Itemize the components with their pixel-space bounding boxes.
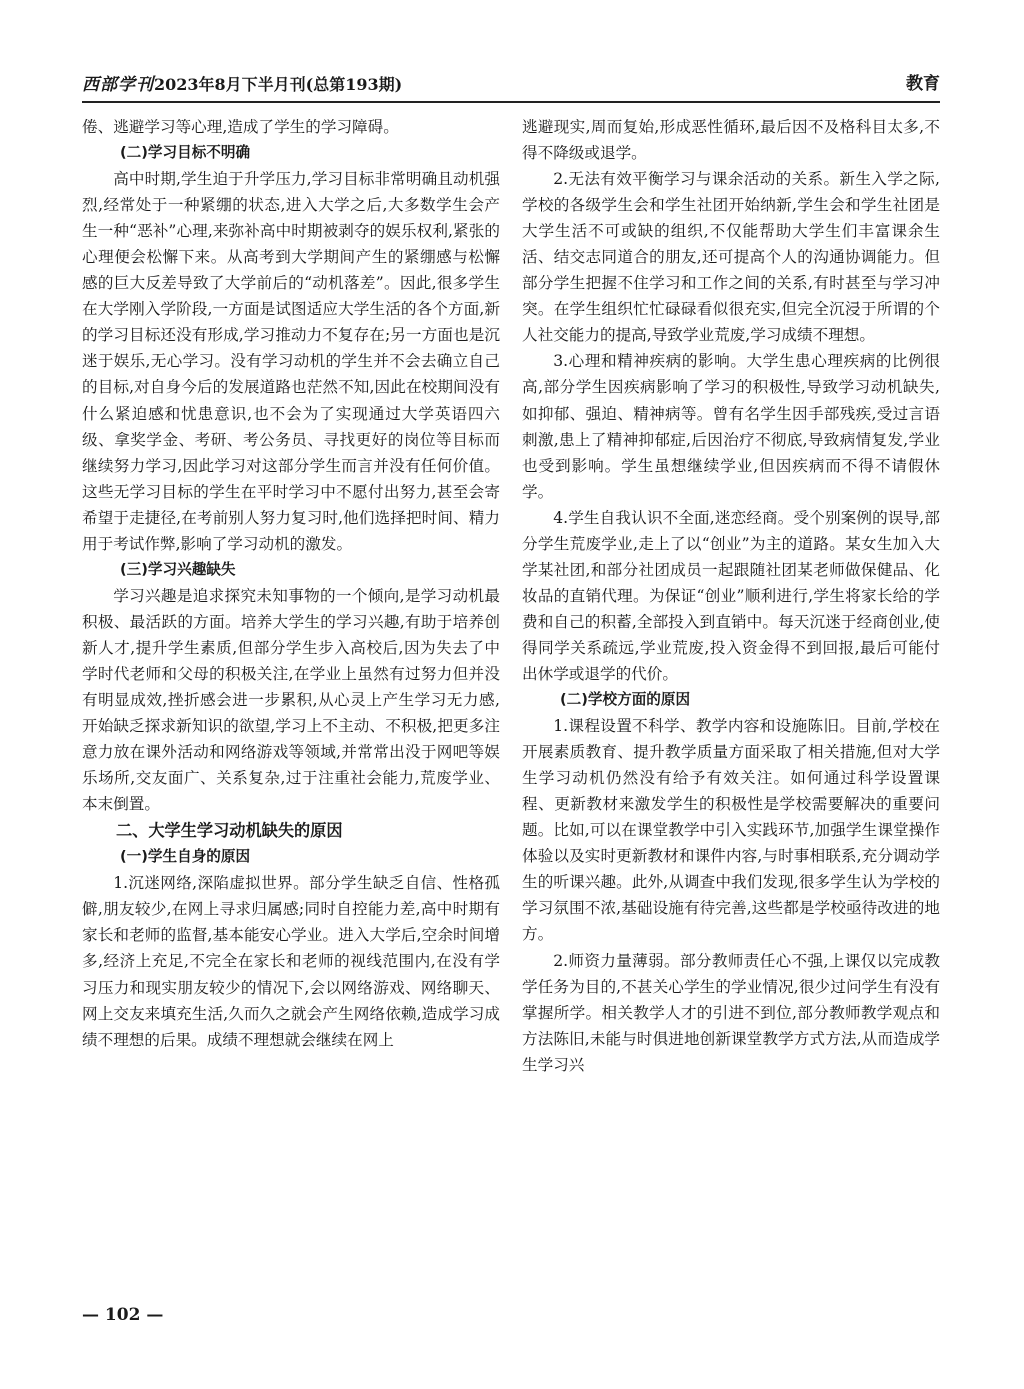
paragraph: 倦、逃避学习等心理,造成了学生的学习障碍。 [82, 118, 399, 136]
paragraph: 4.学生自我认识不全面,迷恋经商。受个别案例的误导,部分学生荒废学业,走上了以“创业”为主的道路。某女生加入大学某社团,和部分社团成员一起跟随社团某老师做保健品、化妆品的直销代理。为保证“创业”顺利进行,学生将家长给的学费和自己的积蓄,全部投入到直销中。每天沉迷于经商创业,使得同学关系疏远,学业荒废,投入资金得不到回报,最后可能付出休学或退学的代价。 [522, 508, 940, 683]
paragraph: 2.无法有效平衡学习与课余活动的关系。新生入学之际,学校的各级学生会和学生社团开始纳新,学生会和学生社团是大学生活不可或缺的组织,不仅能帮助大学生们丰富课余生活、结交志同道合的朋友,还可提高个人的沟通协调能力。但部分学生把握不住学习和工作之间的关系,有时甚至与学习冲突。在学生组织忙忙碌碌看似很充实,但完全沉浸于所谓的个人社交能力的提高,导致学业荒废,学习成绩不理想。 [522, 170, 940, 345]
paragraph: 逃避现实,周而复始,形成恶性循环,最后因不及格科目太多,不得不降级或退学。 [522, 118, 940, 163]
subheading-learning-interest: (三)学习兴趣缺失 [120, 560, 236, 578]
paragraph: 学习兴趣是追求探究未知事物的一个倾向,是学习动机最积极、最活跃的方面。培养大学生的学习兴趣,有助于培养创新人才,提升学生素质,但部分学生步入高校后,因为失去了中学时代老师和父母的积极关注,在学业上虽然有过努力但并没有明显成效,挫折感会进一步累积,从心灵上产生学习无力感,开始缺乏探求新知识的欲望,学习上不主动、不积极,把更多注意力放在课外活动和网络游戏等领域,并常常出没于网吧等娱乐场所,交友面广、关系复杂,过于注重社会能力,荒废学业、本末倒置。 [82, 586, 500, 814]
page-header [82, 70, 940, 96]
header-rule [82, 101, 940, 103]
issue-info: 2023年8月下半月刊(总第193期) [154, 75, 403, 94]
section-heading-reasons: 二、大学生学习动机缺失的原因 [116, 821, 343, 841]
paragraph: 3.心理和精神疾病的影响。大学生患心理疾病的比例很高,部分学生因疾病影响了学习的积极性,导致学习动机缺失,如抑郁、强迫、精神病等。曾有名学生因手部残疾,受过言语刺激,患上了精神抑郁症,后因治疗不彻底,导致病情复发,学业也受到影响。学生虽想继续学业,但因疾病而不得不请假休学。 [522, 352, 940, 501]
paragraph: 2.师资力量薄弱。部分教师责任心不强,上课仅以完成教学任务为目的,不甚关心学生的学业情况,很少过问学生有没有掌握所学。相关教学人才的引进不到位,部分教师教学观点和方法陈旧,未能与时俱进地创新课堂教学方式方法,从而造成学生学习兴 [522, 951, 940, 1074]
section-label: 教育 [906, 74, 940, 94]
left-column [82, 114, 500, 1053]
journal-logo: 西部学刊 [82, 75, 154, 95]
paragraph: 1.课程设置不科学、教学内容和设施陈旧。目前,学校在开展素质教育、提升教学质量方面采取了相关措施,但对大学生学习动机仍然没有给予有效关注。如何通过科学设置课程、更新教材来激发学生的积极性是学校需要解决的重要问题。比如,可以在课堂教学中引入实践环节,加强学生课堂操作体验以及实时更新教材和课件内容,与时事相联系,充分调动学生的听课兴趣。此外,从调查中我们发现,很多学生认为学校的学习氛围不浓,基础设施有待完善,这些都是学校亟待改进的地方。 [522, 717, 940, 944]
journal-masthead [82, 70, 402, 95]
subheading-school-reasons: (二)学校方面的原因 [560, 691, 691, 709]
paragraph: 高中时期,学生迫于升学压力,学习目标非常明确且动机强烈,经常处于一种紧绷的状态,进入大学之后,大多数学生会产生一种“恶补”心理,来弥补高中时期被剥夺的娱乐权利,紧张的心理便会松懈下来。从高考到大学期间产生的紧绷感与松懈感的巨大反差导致了大学前后的“动机落差”。因此,很多学生在大学刚入学阶段,一方面是试图适应大学生活的各个方面,新的学习目标还没有形成,学习推动力不复存在;另一方面也是沉迷于娱乐,无心学习。没有学习动机的学生并不会去确立自己的目标,对自身今后的发展道路也茫然不知,因此在校期间没有什么紧迫感和忧患意识,也不会为了实现通过大学英语四六级、拿奖学金、考研、考公务员、寻找更好的岗位等目标而继续努力学习,因此学习对这部分学生而言并没有任何价值。这些无学习目标的学生在平时学习中不愿付出努力,甚至会寄希望于走捷径,在考前别人努力复习时,他们选择把时间、精力用于考试作弊,影响了学习动机的激发。 [82, 170, 500, 553]
page-number: — 102 — [82, 1305, 164, 1325]
subheading-learning-goal: (二)学习目标不明确 [120, 144, 251, 162]
right-column [522, 114, 940, 1078]
paragraph: 1.沉迷网络,深陷虚拟世界。部分学生缺乏自信、性格孤僻,朋友较少,在网上寻求归属感;同时自控能力差,高中时期有家长和老师的监督,基本能安心学业。进入大学后,空余时间增多,经济上充足,不完全在家长和老师的视线范围内,在没有学习压力和现实朋友较少的情况下,会以网络游戏、网络聊天、网上交友来填充生活,久而久之就会产生网络依赖,造成学习成绩不理想的后果。成绩不理想就会继续在网上 [82, 874, 500, 1049]
subheading-student-reasons: (一)学生自身的原因 [120, 848, 251, 866]
